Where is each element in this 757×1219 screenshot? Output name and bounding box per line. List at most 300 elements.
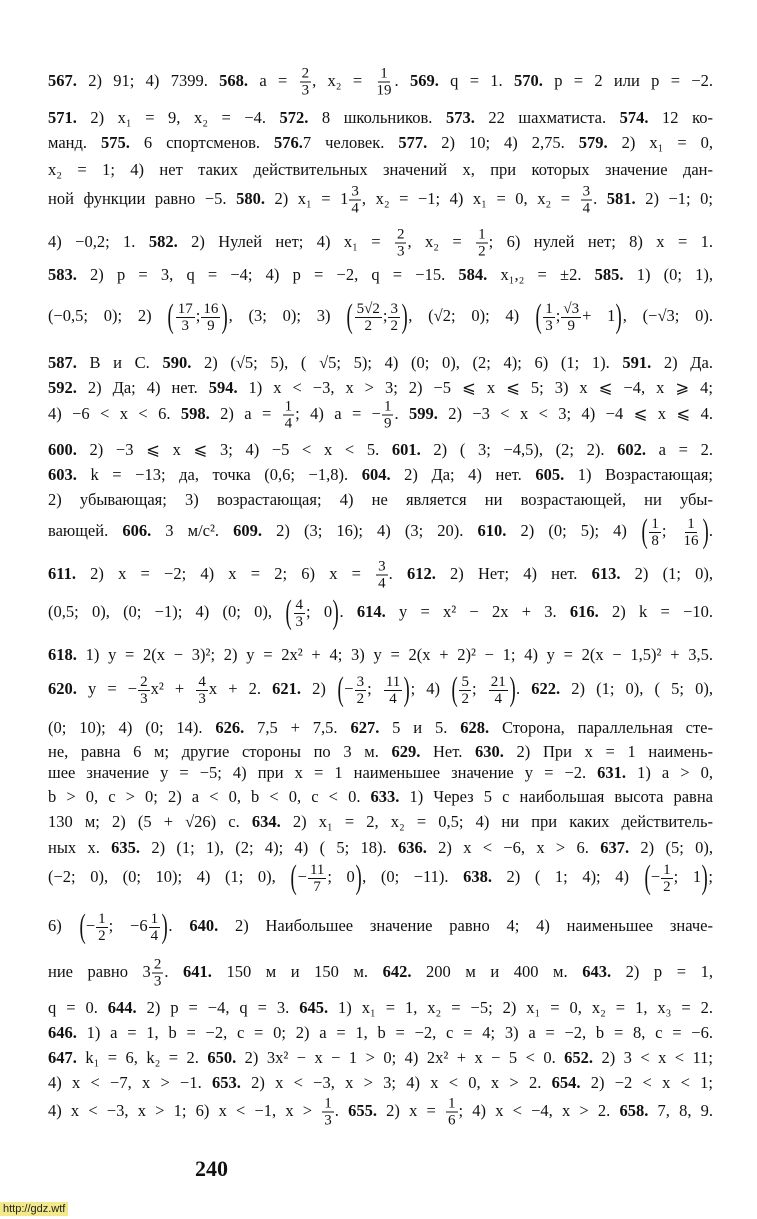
- text-run: 2) убывающая; 3) возрастающая; 4) не является ни возрастающей, ни убы-: [48, 490, 713, 509]
- problem-number: 614.: [356, 601, 386, 621]
- problem-number: 598.: [180, 403, 210, 423]
- text-line: [48, 133, 713, 153]
- text-run: y = −: [76, 678, 138, 698]
- fraction: [283, 399, 295, 432]
- problem-number: 653.: [211, 1073, 241, 1092]
- numerator: 2: [140, 673, 148, 690]
- text-run: 7,5 + 7,5.: [244, 718, 351, 737]
- left-paren: (: [451, 671, 458, 708]
- text-run: −: [344, 678, 354, 698]
- problem-number: 654.: [551, 1073, 581, 1092]
- numerator: √3: [563, 300, 580, 317]
- fraction: [349, 184, 361, 217]
- text-run: ;: [382, 305, 388, 325]
- numerator: 1: [324, 1095, 332, 1112]
- text-run: 2): [300, 678, 337, 698]
- text-line: [48, 763, 713, 783]
- text-run: 2) (3; 16); 4) (3; 20).: [262, 520, 478, 540]
- denominator: 2: [356, 690, 365, 707]
- problem-number: 592.: [48, 378, 77, 397]
- text-run: 2) −1; 0;: [635, 188, 714, 208]
- problem-number: 652.: [564, 1048, 594, 1067]
- text-run: 130 м; 2) (5 + √26) с.: [48, 812, 252, 831]
- text-run: ной функции равно −5.: [48, 188, 237, 208]
- text-run: ; 4): [410, 678, 452, 698]
- problem-number: 581.: [606, 188, 636, 208]
- text-run: .: [339, 601, 357, 621]
- text-run: 22 шахматиста.: [474, 108, 620, 127]
- problem-number: 573.: [445, 108, 475, 127]
- text-run: ;: [708, 866, 713, 886]
- text-run: 2) x₁ = 9, x₂ = −4.: [76, 108, 280, 127]
- right-paren: ): [701, 859, 708, 896]
- text-run: a =: [248, 70, 299, 90]
- numerator: 1: [383, 398, 392, 415]
- text-run: 2) 91; 4) 7399.: [76, 70, 220, 90]
- right-paren: ): [161, 908, 168, 945]
- text-run: .: [708, 520, 713, 540]
- text-run: вающей.: [48, 520, 123, 540]
- problem-number: 622.: [531, 678, 561, 698]
- problem-number: 633.: [370, 787, 400, 806]
- text-run: y = x² − 2x + 3.: [385, 601, 570, 621]
- text-run: 2) x = −2; 4) x = 2; 6) x =: [75, 563, 376, 583]
- problem-number: 600.: [48, 440, 77, 459]
- text-line: [48, 645, 713, 665]
- fraction: [201, 301, 220, 334]
- text-run: (−0,5; 0); 2): [48, 305, 168, 325]
- text-run: .: [168, 915, 190, 935]
- problem-number: 643.: [582, 961, 612, 981]
- text-run: 2) Наибольшее значение равно 4; 4) наименьшее значе-: [218, 915, 714, 935]
- numerator: 17: [177, 300, 193, 317]
- fraction: [374, 66, 393, 99]
- text-line: [48, 108, 713, 128]
- problem-number: 584.: [458, 265, 488, 284]
- text-run: .: [394, 403, 409, 423]
- text-run: ;: [367, 678, 383, 698]
- denominator: 2: [98, 927, 106, 944]
- problem-number: 606.: [122, 520, 152, 540]
- denominator: 2: [663, 878, 671, 895]
- text-run: 2) x₁ = 2, x₂ = 0,5; 4) ни при каких действитель-: [280, 812, 714, 831]
- numerator: 2: [153, 956, 162, 973]
- left-paren: (: [346, 298, 354, 335]
- text-run: p = 2 или p = −2.: [542, 70, 714, 90]
- left-paren: (: [337, 671, 344, 708]
- numerator: 16: [203, 300, 219, 317]
- text-run: 2) x₁ = 0,: [607, 133, 713, 152]
- left-paren: (: [535, 298, 542, 335]
- text-line: [48, 227, 713, 260]
- denominator: 3: [198, 690, 206, 707]
- text-run: Нет.: [420, 742, 476, 761]
- text-run: 1) Возрастающая;: [564, 465, 714, 484]
- problem-number: 641.: [183, 961, 212, 981]
- right-paren: ): [615, 298, 623, 335]
- problem-number: 627.: [350, 718, 380, 737]
- text-run: 6 спортсменов.: [129, 133, 275, 152]
- text-run: 2) Да; 4) нет.: [390, 465, 536, 484]
- text-run: 1) Через 5 с наибольшая высота равна: [399, 787, 713, 806]
- text-line: [48, 265, 713, 285]
- text-run: , (0; −11).: [362, 866, 464, 886]
- text-run: Сторона, параллельная сте-: [489, 718, 714, 737]
- numerator: 3: [390, 300, 398, 317]
- right-paren: ): [332, 594, 339, 631]
- problem-number: 645.: [299, 998, 329, 1017]
- text-run: 2) При x = 1 наимень-: [503, 742, 713, 761]
- text-run: (−2; 0), (0; 10); 4) (1; 0),: [48, 866, 291, 886]
- denominator: 6: [448, 1112, 456, 1129]
- text-run: 2) Нулей нет; 4) x₁ =: [177, 231, 394, 251]
- text-line: [48, 1048, 713, 1068]
- left-paren: (: [644, 859, 651, 896]
- denominator: 4: [378, 575, 386, 592]
- numerator: 11: [385, 673, 401, 690]
- denominator: 3: [396, 243, 405, 260]
- watermark-link[interactable]: http://gdz.wtf: [0, 1202, 68, 1216]
- text-run: 2) (1; 1), (2; 4); 4) ( 5; 18).: [140, 838, 398, 857]
- numerator: 3: [378, 558, 386, 575]
- text-run: 4) x < −7, x > −1.: [48, 1073, 212, 1092]
- page-number: 240: [195, 1156, 228, 1181]
- text-run: 2) 10; 4) 2,75.: [427, 133, 579, 152]
- text-run: , (−√3; 0).: [622, 305, 713, 325]
- text-run: 2) (5; 0),: [629, 838, 713, 857]
- right-paren: ): [509, 671, 516, 708]
- right-paren: ): [702, 513, 709, 550]
- problem-number: 613.: [591, 563, 621, 583]
- text-run: 150 м и 150 м.: [211, 961, 383, 981]
- text-line: [48, 184, 713, 217]
- fraction: [355, 301, 382, 334]
- denominator: 4: [284, 415, 293, 432]
- problem-number: 571.: [48, 108, 77, 127]
- denominator: 4: [582, 200, 591, 217]
- problem-number: 621.: [272, 678, 301, 698]
- text-run: 2) Да; 4) нет.: [76, 378, 209, 397]
- numerator: 1: [448, 1095, 456, 1112]
- text-run: .: [388, 563, 407, 583]
- problem-number: 594.: [208, 378, 238, 397]
- problem-number: 610.: [477, 520, 507, 540]
- problem-number: 582.: [148, 231, 178, 251]
- denominator: 9: [567, 317, 575, 334]
- problem-number: 626.: [215, 718, 245, 737]
- numerator: 1: [284, 398, 293, 415]
- text-run: q = 1.: [438, 70, 514, 90]
- numerator: 2: [301, 65, 310, 82]
- text-run: x₂ = 1; 4) нет таких действительных значений x, при которых значение дан-: [48, 160, 713, 179]
- text-run: 2) p = −4, q = 3.: [136, 998, 300, 1017]
- problem-number: 646.: [48, 1023, 77, 1042]
- numerator: 1: [651, 515, 659, 532]
- text-run: 1) a = 1, b = −2, c = 0; 2) a = 1, b = −2, c = 4; 3) a = −2, b = 8, c = −6.: [76, 1023, 713, 1042]
- problem-number: 567.: [48, 70, 77, 90]
- text-run: x + 2.: [208, 678, 273, 698]
- left-paren: (: [290, 859, 298, 896]
- numerator: 4: [295, 596, 304, 613]
- numerator: 1: [150, 910, 159, 927]
- denominator: 4: [351, 200, 359, 217]
- text-run: шее значение y = −5; 4) при x = 1 наименьшее значение y = −2.: [48, 763, 598, 782]
- left-paren: (: [641, 513, 648, 550]
- text-run: 2) Да.: [651, 353, 714, 372]
- denominator: 2: [390, 317, 398, 334]
- problem-number: 635.: [111, 838, 141, 857]
- problem-number: 575.: [101, 133, 130, 152]
- text-line: [48, 998, 713, 1018]
- text-run: 5 и 5.: [379, 718, 461, 737]
- fraction: [300, 66, 312, 99]
- right-paren: ): [355, 859, 362, 896]
- fraction: [395, 227, 407, 260]
- text-run: ;: [661, 520, 681, 540]
- problem-number: 650.: [207, 1048, 237, 1067]
- text-run: ;: [555, 305, 561, 325]
- problem-number: 611.: [48, 563, 76, 583]
- numerator: 5: [461, 673, 469, 690]
- right-paren: ): [403, 671, 411, 708]
- text-run: ;: [195, 305, 201, 325]
- denominator: 3: [301, 82, 310, 99]
- text-run: 8 школьников.: [308, 108, 446, 127]
- text-run: 1) y = 2(x − 3)²; 2) y = 2x² + 4; 3) y = 2(x + 2)² − 1; 4) y = 2(x − 1,5)² + 3,5.: [76, 645, 713, 664]
- text-run: ; 6) нулей нет; 8) x = 1.: [488, 231, 714, 251]
- numerator: 1: [663, 861, 671, 878]
- fraction: [355, 674, 367, 707]
- problem-number: 590.: [162, 353, 192, 372]
- text-line: [48, 160, 713, 180]
- text-line: [48, 490, 713, 510]
- numerator: 2: [396, 226, 405, 243]
- denominator: 2: [478, 243, 486, 260]
- text-line: [48, 672, 713, 708]
- problem-number: 572.: [279, 108, 309, 127]
- text-run: 12 ко-: [648, 108, 713, 127]
- text-run: 2) Нет; 4) нет.: [435, 563, 592, 583]
- fraction: [384, 674, 402, 707]
- problem-number: 579.: [578, 133, 608, 152]
- fraction: [376, 559, 388, 592]
- text-run: 2) 3x² − x − 1 > 0; 4) 2x² + x − 5 < 0.: [236, 1048, 565, 1067]
- text-run: 200 м и 400 м.: [411, 961, 583, 981]
- text-run: 2) x =: [376, 1100, 445, 1120]
- fraction: [176, 301, 195, 334]
- problem-number: 604.: [361, 465, 391, 484]
- fraction: [138, 674, 150, 707]
- right-paren: ): [401, 298, 408, 335]
- text-run: 6): [48, 915, 79, 935]
- problem-number: 591.: [622, 353, 652, 372]
- text-run: 2) x₁ = 1: [264, 188, 349, 208]
- text-run: 2) x < −3, x > 3; 4) x < 0, x > 2.: [240, 1073, 552, 1092]
- text-line: [48, 718, 713, 738]
- text-run: 1) x₁ = 1, x₂ = −5; 2) x₁ = 0, x₂ = 1, x₃ = 2.: [328, 998, 713, 1017]
- text-line: [48, 838, 713, 858]
- text-run: 3 м/с².: [151, 520, 234, 540]
- problem-number: 570.: [514, 70, 543, 90]
- denominator: 3: [140, 690, 148, 707]
- text-run: 2) 3 < x < 11;: [593, 1048, 714, 1067]
- text-run: , x₂ = −1; 4) x₁ = 0, x₂ =: [361, 188, 580, 208]
- text-run: x² +: [150, 678, 196, 698]
- text-line: [48, 860, 713, 896]
- text-run: ; −6: [108, 915, 148, 935]
- fraction: [682, 516, 701, 549]
- fraction: [649, 516, 661, 549]
- text-run: (0,5; 0), (0; −1); 4) (0; 0),: [48, 601, 286, 621]
- fraction: [459, 674, 471, 707]
- text-line: [48, 514, 713, 550]
- problem-number: 628.: [460, 718, 490, 737]
- denominator: 9: [383, 415, 392, 432]
- denominator: 4: [494, 690, 502, 707]
- problem-number: 568.: [219, 70, 249, 90]
- text-run: .: [334, 1100, 349, 1120]
- text-line: [48, 378, 713, 398]
- text-run: 2) (1; 0), ( 5; 0),: [560, 678, 713, 698]
- fraction: [149, 911, 161, 944]
- numerator: 3: [582, 183, 591, 200]
- text-run: 2) (0; 5); 4): [506, 520, 642, 540]
- right-paren: ): [221, 298, 229, 335]
- denominator: 3: [324, 1112, 332, 1129]
- text-line: [48, 1073, 713, 1093]
- problem-number: 640.: [189, 915, 219, 935]
- problem-number: 636.: [397, 838, 427, 857]
- denominator: 19: [376, 82, 392, 99]
- numerator: 1: [98, 910, 106, 927]
- problem-number: 587.: [48, 353, 77, 372]
- left-paren: (: [167, 298, 175, 335]
- text-run: 1) (0; 1),: [623, 265, 713, 284]
- denominator: 3: [153, 973, 162, 990]
- text-run: .: [394, 70, 410, 90]
- problem-number: 642.: [382, 961, 412, 981]
- text-line: [48, 559, 713, 592]
- text-run: B и C.: [76, 353, 163, 372]
- text-run: −: [650, 866, 661, 886]
- text-run: .: [164, 961, 183, 981]
- text-run: −: [85, 915, 96, 935]
- problem-number: 630.: [475, 742, 504, 761]
- problem-number: 585.: [594, 265, 624, 284]
- text-run: .: [593, 188, 607, 208]
- text-run: 4) x < −3, x > 1; 6) x < −1, x >: [48, 1100, 322, 1120]
- fraction: [382, 399, 394, 432]
- text-run: , x₂ =: [407, 231, 476, 251]
- text-run: −: [297, 866, 307, 886]
- text-line: [48, 787, 713, 807]
- text-run: ; 4) a = −: [295, 403, 381, 423]
- left-paren: (: [79, 908, 86, 945]
- text-run: ; 4) x < −4, x > 2.: [458, 1100, 620, 1120]
- text-run: .: [516, 678, 532, 698]
- text-run: не, равна 6 м; другие стороны по 3 м.: [48, 742, 392, 761]
- problem-number: 631.: [597, 763, 627, 782]
- numerator: 4: [198, 673, 206, 690]
- fraction: [446, 1096, 458, 1129]
- text-run: 7, 8, 9.: [648, 1100, 713, 1120]
- fraction: [322, 1096, 334, 1129]
- problem-number: 616.: [569, 601, 599, 621]
- text-run: q = 0.: [48, 998, 108, 1017]
- numerator: 1: [687, 515, 695, 532]
- fraction: [308, 862, 326, 895]
- numerator: 11: [309, 861, 325, 878]
- text-line: [48, 812, 713, 832]
- text-run: 2) k = −10.: [598, 601, 713, 621]
- fraction: [543, 301, 555, 334]
- numerator: 1: [380, 65, 388, 82]
- numerator: 1: [478, 226, 486, 243]
- text-run: 1) a > 0,: [626, 763, 713, 782]
- problem-number: 580.: [236, 188, 265, 208]
- text-line: [48, 465, 713, 485]
- text-line: [48, 399, 713, 432]
- text-run: 2) x < −6, x > 6.: [426, 838, 601, 857]
- problem-number: 601.: [391, 440, 421, 459]
- denominator: 9: [207, 317, 215, 334]
- text-run: , (3; 0); 3): [228, 305, 347, 325]
- text-line: [48, 66, 713, 99]
- problem-number: 612.: [406, 563, 436, 583]
- text-run: , x₂ =: [312, 70, 374, 90]
- problem-number: 577.: [398, 133, 428, 152]
- fraction: [476, 227, 488, 260]
- text-run: 2) ( 3; −4,5), (2; 2).: [420, 440, 618, 459]
- text-run: ние равно 3: [48, 961, 151, 981]
- problem-number: 599.: [408, 403, 438, 423]
- text-line: [48, 299, 713, 335]
- text-run: a = 2.: [646, 440, 713, 459]
- problem-number: 658.: [619, 1100, 649, 1120]
- text-line: [48, 595, 713, 631]
- text-run: 2) −3 ⩽ x ⩽ 3; 4) −5 < x < 5.: [76, 440, 392, 459]
- text-run: ;: [471, 678, 488, 698]
- fraction: [661, 862, 673, 895]
- denominator: 3: [181, 317, 189, 334]
- text-run: 7 человек.: [302, 133, 399, 152]
- text-line: [48, 440, 713, 460]
- denominator: 2: [461, 690, 469, 707]
- problem-number: 620.: [48, 678, 77, 698]
- text-run: 2) (√5; 5), ( √5; 5); 4) (0; 0), (2; 4); 6) (1; 1).: [191, 353, 623, 372]
- text-run: 2) p = 1,: [611, 961, 713, 981]
- denominator: 3: [295, 613, 304, 630]
- denominator: 7: [313, 878, 321, 895]
- text-run: + 1: [582, 305, 616, 325]
- text-run: x₁,₂ = ±2.: [487, 265, 595, 284]
- problem-number: 644.: [107, 998, 137, 1017]
- text-run: 2) a =: [209, 403, 282, 423]
- problem-number: 603.: [48, 465, 77, 484]
- text-line: [48, 909, 713, 945]
- text-run: 2) −3 < x < 3; 4) −4 ⩽ x ⩽ 4.: [437, 403, 714, 423]
- text-run: k = −13; да, точка (0,6; −1,8).: [76, 465, 362, 484]
- fraction: [294, 597, 306, 630]
- text-line: [48, 742, 713, 762]
- text-run: 2) −2 < x < 1;: [580, 1073, 714, 1092]
- text-line: [48, 957, 713, 990]
- fraction: [489, 674, 508, 707]
- problem-number: 618.: [48, 645, 77, 664]
- problem-number: 629.: [391, 742, 421, 761]
- numerator: 3: [351, 183, 359, 200]
- text-run: k₁ = 6, k₂ = 2.: [76, 1048, 208, 1067]
